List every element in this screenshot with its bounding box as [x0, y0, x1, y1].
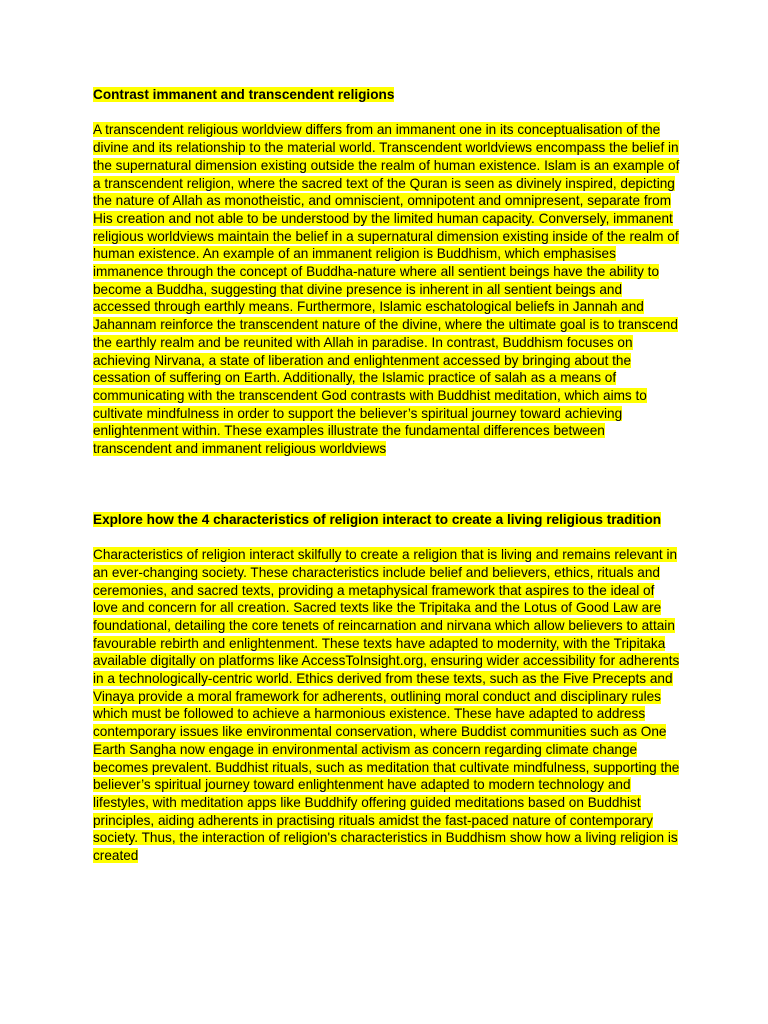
section-paragraph-2	[93, 546, 683, 865]
section-heading-2-text: Explore how the 4 characteristics of religion interact to create a living religious tradition	[93, 511, 662, 527]
section-paragraph-1	[93, 121, 683, 457]
document-body	[93, 86, 683, 865]
section-paragraph-1-text: A transcendent religious worldview differs from an immanent one in its conceptualisation of the divine and its relationship to the material world. Transcendent worldviews encompass the belief in the supernatural dimension existing outside the realm of human existence. Islam is an example of a transcendent religion, where the sacred text of the Quran is seen as divinely inspired, depicting the nature of Allah as monotheistic, and omniscient, omnipotent and omnipresent, separate from His creation and not able to be understood by the limited human capacity. Conversely, immanent religious worldviews maintain the belief in a supernatural dimension existing inside of the realm of human existence. An example of an immanent religion is Buddhism, which emphasises immanence through the concept of Buddha-nature where all sentient beings have the ability to become a Buddha, suggesting that divine presence is inherent in all sentient beings and accessed through earthly means. Furthermore, Islamic eschatological beliefs in Jannah and Jahannam reinforce the transcendent nature of the divine, where the ultimate goal is to transcend the earthly realm and be reunited with Allah in paradise. In contrast, Buddhism focuses on achieving Nirvana, a state of liberation and enlightenment accessed by bringing about the cessation of suffering on Earth. Additionally, the Islamic practice of salah as a means of communicating with the transcendent God contrasts with Buddhist meditation, which aims to cultivate mindfulness in order to support the believer’s spiritual journey toward achieving enlightenment within. These examples illustrate the fundamental differences between transcendent and immanent religious worldviews	[93, 122, 680, 457]
section-heading-1	[93, 86, 683, 104]
section-heading-2	[93, 511, 683, 529]
section-heading-1-text: Contrast immanent and transcendent religions	[93, 87, 395, 102]
section-paragraph-2-text: Characteristics of religion interact skilfully to create a religion that is living and remains relevant in an ever-changing society. These characteristics include belief and believers, ethics, rituals and ceremonies, and sacred texts, providing a metaphysical framework that aspires to the ideal of love and concern for all creation. Sacred texts like the Tripitaka and the Lotus of Good Law are foundational, detailing the core tenets of reincarnation and nirvana which allow believers to attain favourable rebirth and enlightenment. These texts have adapted to modernity, with the Tripitaka available digitally on platforms like AccessToInsight.org, ensuring wider accessibility for adherents in a technologically-centric world. Ethics derived from these texts, such as the Five Precepts and Vinaya provide a moral framework for adherents, outlining moral conduct and disciplinary rules which must be followed to achieve a harmonious existence. These have adapted to address contemporary issues like environmental conservation, where Buddist communities such as One Earth Sangha now engage in environmental activism as concern regarding climate change becomes prevalent. Buddhist rituals, such as meditation that cultivate mindfulness, supporting the believer’s spiritual journey toward enlightenment have adapted to modern technology and lifestyles, with meditation apps like Buddhify offering guided meditations based on Buddhist principles, aiding adherents in practising rituals amidst the fast-paced nature of contemporary society. Thus, the interaction of religion's characteristics in Buddhism show how a living religion is created	[93, 547, 680, 864]
